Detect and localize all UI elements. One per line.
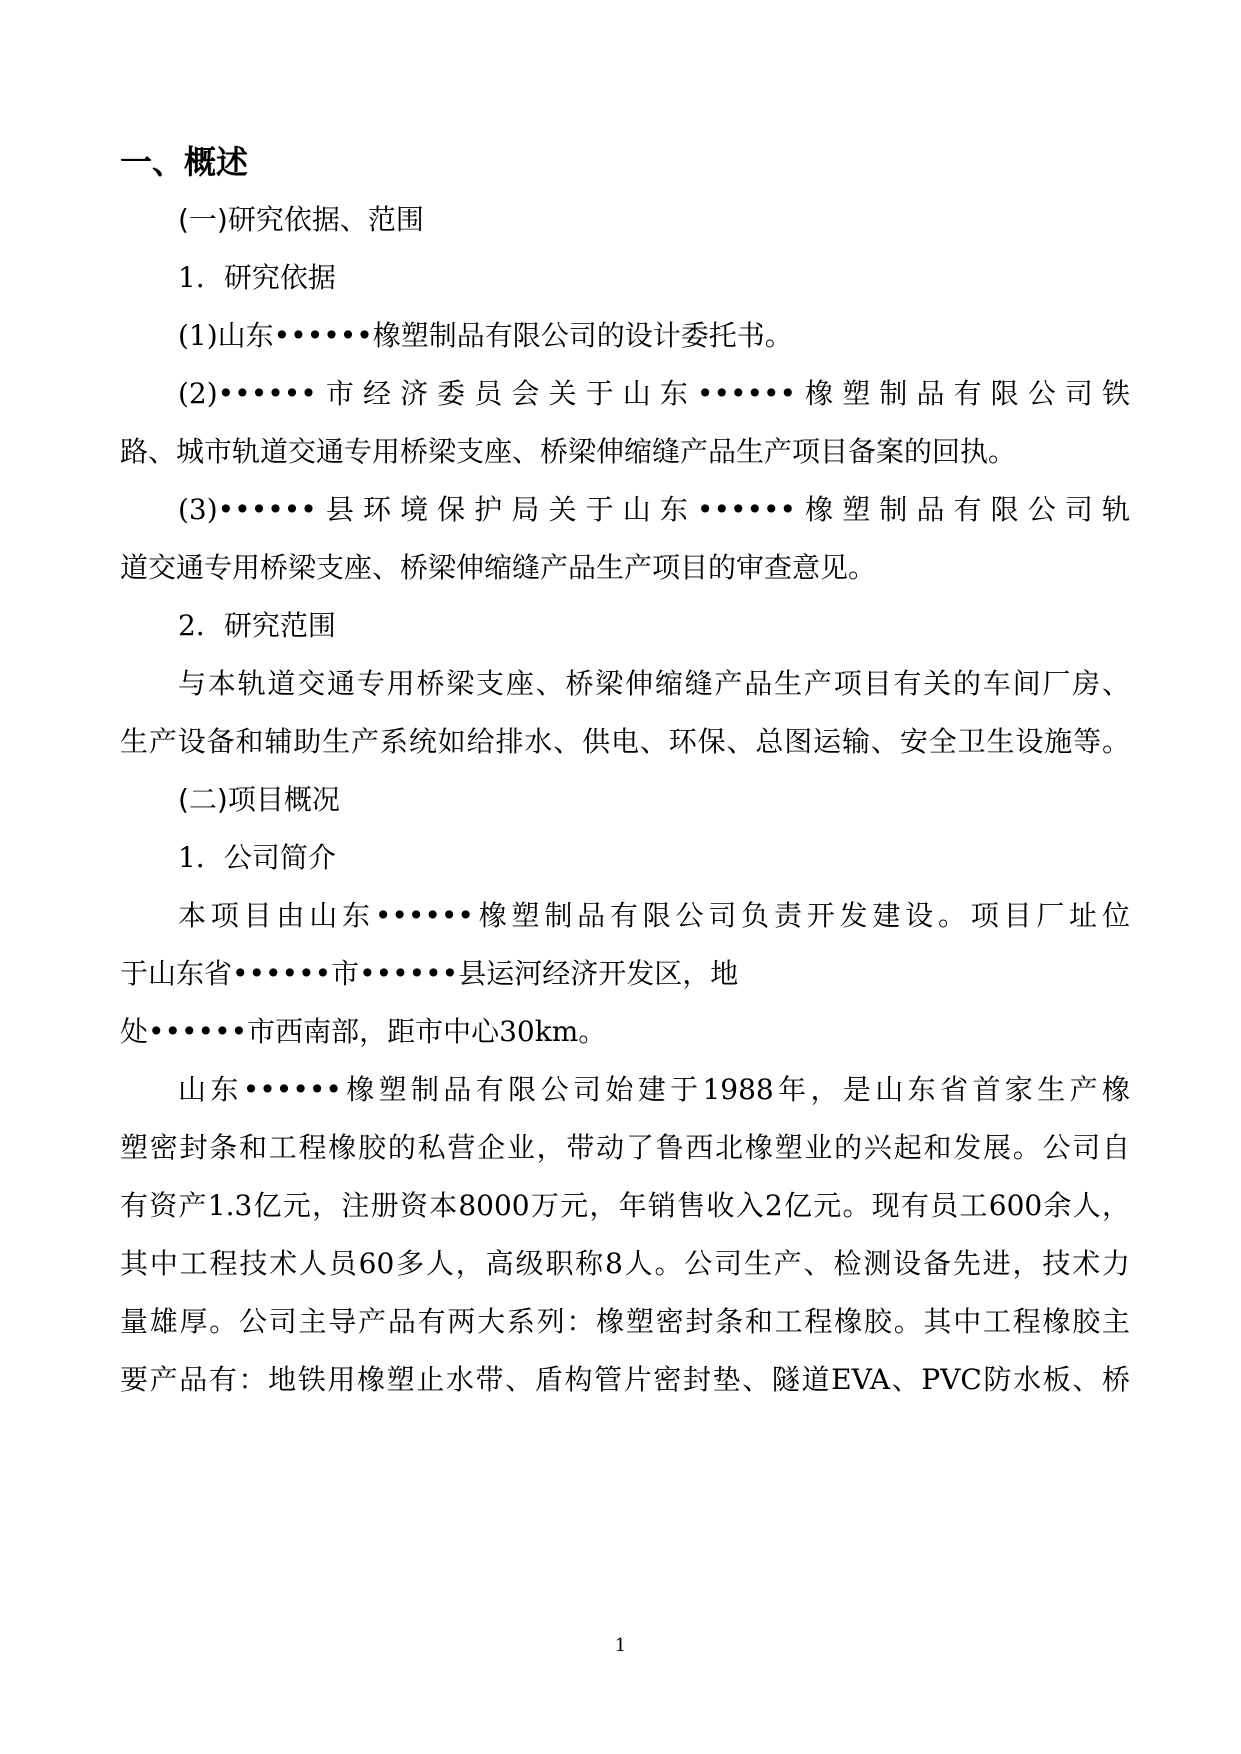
- paragraph-line: 道交通专用桥梁支座、桥梁伸缩缝产品生产项目的审查意见。: [120, 551, 877, 584]
- paragraph-line: 塑密封条和工程橡胶的私营企业，带动了鲁西北橡塑业的兴起和发展。公司自: [120, 1131, 1130, 1164]
- page-number: 1: [614, 1635, 627, 1656]
- subsection-heading: 1．研究依据: [178, 261, 336, 294]
- paragraph-line: 其中工程技术人员60多人，高级职称8人。公司生产、检测设备先进，技术力: [120, 1247, 1130, 1280]
- paragraph-line: 山东••••••橡塑制品有限公司始建于1988年，是山东省首家生产橡: [178, 1073, 1130, 1106]
- paragraph-line: 有资产1.3亿元，注册资本8000万元，年销售收入2亿元。现有员工600余人，: [120, 1189, 1130, 1222]
- subsection-heading: 1．公司简介: [178, 841, 336, 874]
- chapter-heading: 一、概述: [120, 143, 249, 181]
- paragraph-line: 路、城市轨道交通专用桥梁支座、桥梁伸缩缝产品生产项目备案的回执。: [120, 435, 1017, 468]
- paragraph-line: 生产设备和辅助生产系统如给排水、供电、环保、总图运输、安全卫生设施等。: [120, 725, 1130, 758]
- section-heading: (二)项目概况: [178, 783, 340, 816]
- paragraph-line: 处••••••市西南部，距市中心30km。: [120, 1015, 607, 1048]
- section-heading: (一)研究依据、范围: [178, 203, 424, 236]
- paragraph-line: (2)••••••市经济委员会关于山东••••••橡塑制品有限公司铁: [178, 377, 1130, 410]
- paragraph-line: 于山东省••••••市••••••县运河经济开发区，地: [120, 957, 739, 990]
- paragraph-line: 要产品有：地铁用橡塑止水带、盾构管片密封垫、隧道EVA、PVC防水板、桥: [120, 1363, 1130, 1396]
- paragraph-line: 本项目由山东••••••橡塑制品有限公司负责开发建设。项目厂址位: [178, 899, 1130, 932]
- subsection-heading: 2．研究范围: [178, 609, 336, 642]
- paragraph-line: 与本轨道交通专用桥梁支座、桥梁伸缩缝产品生产项目有关的车间厂房、: [178, 667, 1130, 700]
- paragraph-line: (3)••••••县环境保护局关于山东••••••橡塑制品有限公司轨: [178, 493, 1130, 526]
- paragraph-line: 量雄厚。公司主导产品有两大系列：橡塑密封条和工程橡胶。其中工程橡胶主: [120, 1305, 1130, 1338]
- paragraph-line: (1)山东••••••橡塑制品有限公司的设计委托书。: [178, 319, 793, 352]
